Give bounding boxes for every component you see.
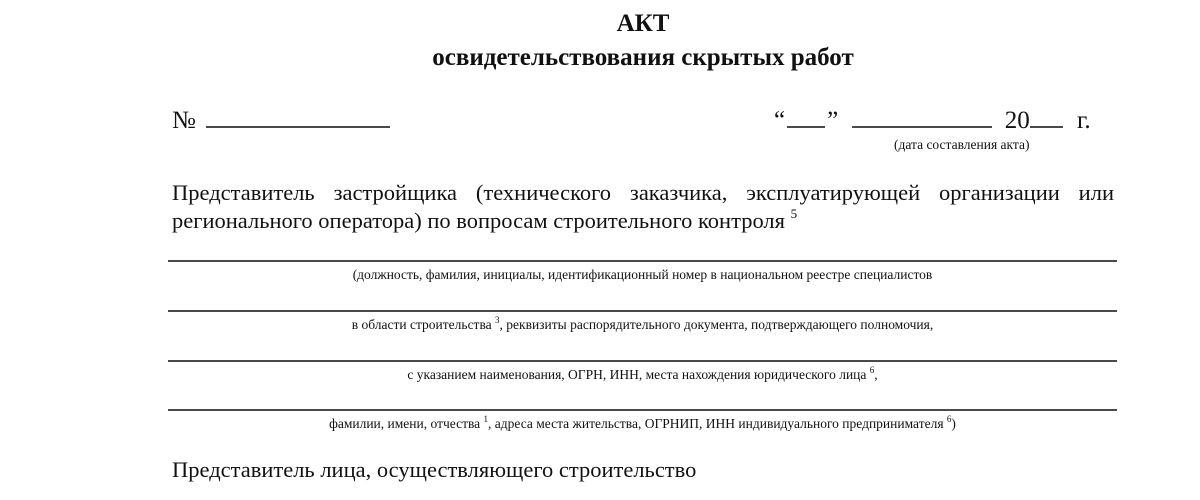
developer-field-1-caption xyxy=(168,267,1117,283)
act-date-row xyxy=(774,104,1091,136)
heading-line2-text: регионального оператора) по вопросам строительного контроля xyxy=(172,208,785,233)
developer-field-4-caption xyxy=(168,416,1117,432)
caption-text: с указанием наименования, ОГРН, ИНН, места нахождения юридического лица xyxy=(407,367,867,382)
document-subtitle: освидетельствования скрытых работ xyxy=(432,44,854,71)
year-suffix: г. xyxy=(1076,107,1091,134)
caption-text-after: , адреса места жительства, ОГРНИП, ИНН индивидуального предпринимателя xyxy=(488,416,944,431)
caption-text-end: ) xyxy=(951,416,956,431)
developer-field-4-line[interactable] xyxy=(168,409,1117,411)
open-quote: “ xyxy=(774,107,786,134)
caption-text: в области строительства xyxy=(351,317,492,332)
developer-field-1-line[interactable] xyxy=(168,260,1117,262)
date-year-field[interactable] xyxy=(1030,104,1063,128)
act-number-row xyxy=(172,104,390,136)
developer-field-3-caption xyxy=(168,367,1117,383)
footnote-marker: 6 xyxy=(946,414,952,424)
footnote-marker: 3 xyxy=(495,315,500,325)
caption-text-after: , реквизиты распорядительного документа, подтверждающего полномочия, xyxy=(499,317,934,332)
footnote-marker: 1 xyxy=(483,414,489,424)
caption-text: фамилии, имени, отчества xyxy=(329,416,481,431)
caption-text-after: , xyxy=(874,367,878,382)
number-sign-label: № xyxy=(172,107,196,134)
close-quote: ” xyxy=(827,107,839,134)
date-month-field[interactable] xyxy=(852,104,992,128)
developer-field-3-line[interactable] xyxy=(168,360,1117,362)
developer-field-2-line[interactable] xyxy=(168,310,1117,312)
year-prefix: 20 xyxy=(1004,107,1030,134)
builder-representative-heading: Представитель лица, осуществляющего строительство xyxy=(172,457,697,482)
footnote-marker: 6 xyxy=(869,365,875,375)
developer-field-2-caption xyxy=(168,317,1117,333)
date-caption: (дата составления акта) xyxy=(894,137,1030,152)
date-day-field[interactable] xyxy=(787,104,825,128)
act-number-field[interactable] xyxy=(206,104,390,128)
developer-representative-heading-line2 xyxy=(172,206,797,235)
caption-text: (должность, фамилия, инициалы, идентификационный номер в национальном реестре специалистов xyxy=(352,267,933,282)
document-title: АКТ xyxy=(616,10,670,37)
footnote-marker: 5 xyxy=(790,206,798,221)
developer-representative-heading-line1: Представитель застройщика (технического заказчика, эксплуатирующей организации или xyxy=(172,180,1114,205)
